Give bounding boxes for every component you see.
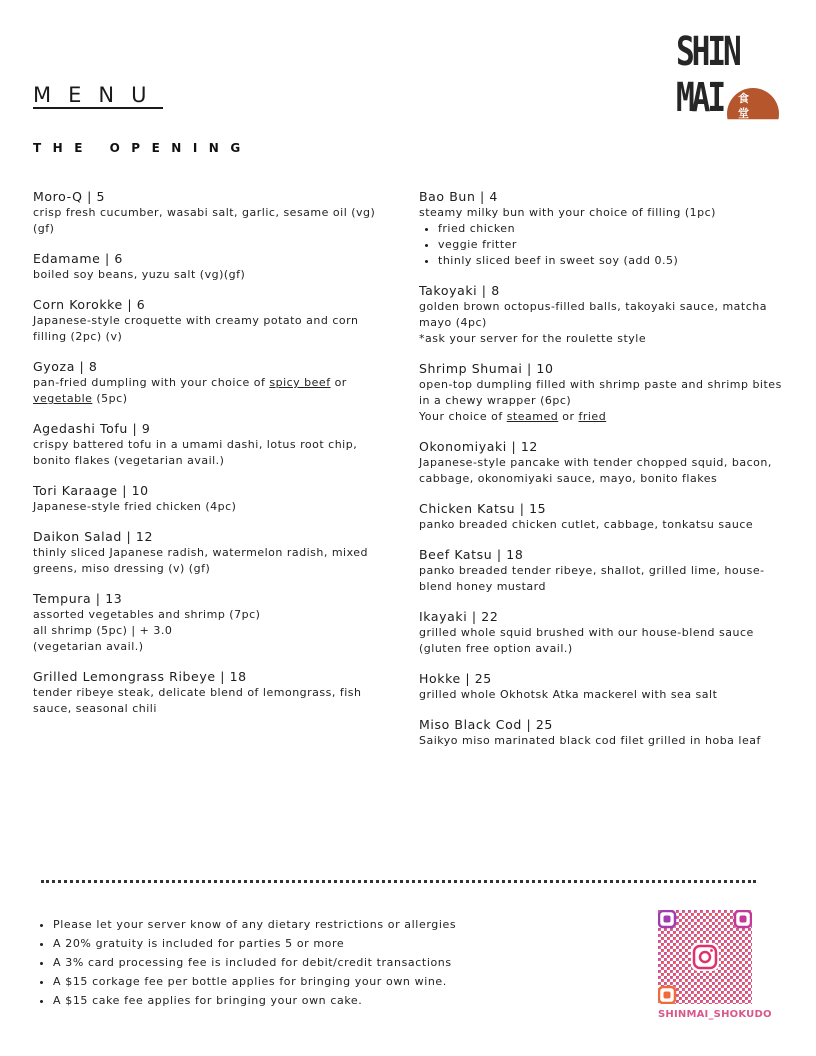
- item-desc: crispy battered tofu in a umami dashi, lotus root chip, bonito flakes (vegetarian avail.): [33, 438, 358, 467]
- item-name: Daikon Salad | 12: [33, 529, 154, 544]
- filling-option: • fried chicken: [438, 221, 784, 237]
- item-desc: grilled whole squid brushed with our house-blend sauce (gluten free option avail.): [419, 626, 754, 655]
- menu-item: [33, 668, 383, 717]
- policy-notes: [36, 915, 456, 1010]
- note-item: • A $15 corkage fee per bottle applies for bringing your own wine.: [53, 972, 456, 991]
- menu-item: [33, 250, 383, 283]
- desc-text: or: [558, 410, 579, 423]
- item-desc: assorted vegetables and shrimp (7pc): [33, 608, 261, 621]
- filling-options: [419, 221, 784, 269]
- menu-item: [419, 438, 784, 487]
- menu-item: [419, 500, 784, 533]
- option-spicy-beef: spicy beef: [269, 376, 331, 389]
- shinmai-logo: [676, 30, 786, 128]
- menu-item: [33, 296, 383, 345]
- item-name: Edamame | 6: [33, 251, 123, 266]
- item-name: Beef Katsu | 18: [419, 547, 524, 562]
- item-desc: Japanese-style fried chicken (4pc): [33, 500, 237, 513]
- item-choice: [419, 409, 784, 425]
- item-desc: Japanese-style croquette with creamy potato and corn filling (2pc) (v): [33, 314, 359, 343]
- item-desc: tender ribeye steak, delicate blend of lemongrass, fish sauce, seasonal chili: [33, 686, 362, 715]
- menu-title: MENU: [33, 83, 164, 107]
- option-steamed: steamed: [506, 410, 559, 423]
- menu-item: [419, 188, 784, 269]
- item-desc: grilled whole Okhotsk Atka mackerel with sea salt: [419, 688, 718, 701]
- item-note: *ask your server for the roulette style: [419, 332, 647, 345]
- item-name: Agedashi Tofu | 9: [33, 421, 151, 436]
- menu-column-left: [33, 188, 383, 730]
- dotted-divider: [41, 880, 756, 883]
- item-name: Moro-Q | 5: [33, 189, 106, 204]
- menu-item: [419, 546, 784, 595]
- option-vegetable: vegetable: [33, 392, 93, 405]
- item-name: Gyoza | 8: [33, 359, 98, 374]
- menu-item: [419, 360, 784, 425]
- menu-item: [33, 590, 383, 655]
- menu-item: [419, 608, 784, 657]
- item-desc: thinly sliced Japanese radish, watermelon radish, mixed greens, miso dressing (v) (gf): [33, 546, 369, 575]
- menu-item: [33, 482, 383, 515]
- item-name: Miso Black Cod | 25: [419, 717, 553, 732]
- logo-kanji-shoku: 食: [738, 92, 749, 105]
- item-desc: open-top dumpling filled with shrimp paste and shrimp bites in a chewy wrapper (6pc): [419, 378, 782, 407]
- item-name: Okonomiyaki | 12: [419, 439, 538, 454]
- item-desc: Japanese-style pancake with tender chopped squid, bacon, cabbage, okonomiyaki sauce, mayo, bonito flakes: [419, 456, 772, 485]
- instagram-icon: [691, 943, 719, 971]
- item-desc: Saikyo miso marinated black cod filet grilled in hoba leaf: [419, 734, 761, 747]
- item-name: Bao Bun | 4: [419, 189, 498, 204]
- item-desc: steamy milky bun with your choice of filling (1pc): [419, 206, 716, 219]
- logo-line-mai: MAI: [676, 75, 723, 121]
- menu-item: [33, 420, 383, 469]
- item-name: Tori Karaage | 10: [33, 483, 149, 498]
- item-desc: golden brown octopus-filled balls, takoyaki sauce, matcha mayo (4pc): [419, 300, 767, 329]
- item-desc: all shrimp (5pc) | + 3.0: [33, 624, 173, 637]
- item-name: Takoyaki | 8: [419, 283, 500, 298]
- finder-pattern: [658, 910, 676, 928]
- note-item: • A 20% gratuity is included for parties 5 or more: [53, 934, 456, 953]
- instagram-qr-code[interactable]: [658, 910, 752, 1004]
- finder-pattern: [734, 910, 752, 928]
- item-name: Shrimp Shumai | 10: [419, 361, 554, 376]
- menu-item: [419, 282, 784, 347]
- item-name: Grilled Lemongrass Ribeye | 18: [33, 669, 247, 684]
- item-desc: [33, 375, 383, 407]
- item-name: Ikayaki | 22: [419, 609, 499, 624]
- filling-option: • thinly sliced beef in sweet soy (add 0.5): [438, 253, 784, 269]
- logo-kanji-do: 堂: [738, 107, 749, 120]
- note-item: • Please let your server know of any dietary restrictions or allergies: [53, 915, 456, 934]
- desc-text: Your choice of: [419, 410, 507, 423]
- desc-text: pan-fried dumpling with your choice of: [33, 376, 270, 389]
- menu-item: [33, 528, 383, 577]
- logo-line-shin: SHIN: [676, 29, 739, 75]
- menu-item: [419, 716, 784, 749]
- note-item: • A 3% card processing fee is included for debit/credit transactions: [53, 953, 456, 972]
- logo-half-circle: [727, 88, 779, 140]
- item-name: Chicken Katsu | 15: [419, 501, 547, 516]
- item-name: Tempura | 13: [33, 591, 123, 606]
- desc-text: (5pc): [92, 392, 128, 405]
- menu-column-right: [419, 188, 784, 762]
- desc-text: or: [330, 376, 347, 389]
- menu-item: [33, 188, 383, 237]
- filling-option: • veggie fritter: [438, 237, 784, 253]
- item-desc: (vegetarian avail.): [33, 640, 144, 653]
- item-desc: boiled soy beans, yuzu salt (vg)(gf): [33, 268, 246, 281]
- item-desc: panko breaded tender ribeye, shallot, grilled lime, house-blend honey mustard: [419, 564, 765, 593]
- finder-pattern: [658, 986, 676, 1004]
- item-name: Corn Korokke | 6: [33, 297, 146, 312]
- option-fried: fried: [578, 410, 607, 423]
- menu-item: [419, 670, 784, 703]
- note-item: • A $15 cake fee applies for bringing your own cake.: [53, 991, 456, 1010]
- instagram-handle: SHINMAI_SHOKUDO: [658, 1009, 772, 1020]
- item-name: Hokke | 25: [419, 671, 492, 686]
- section-heading: THE OPENING: [33, 141, 252, 155]
- menu-item: [33, 358, 383, 407]
- item-desc: panko breaded chicken cutlet, cabbage, tonkatsu sauce: [419, 518, 754, 531]
- item-desc: crisp fresh cucumber, wasabi salt, garlic, sesame oil (vg)(gf): [33, 206, 376, 235]
